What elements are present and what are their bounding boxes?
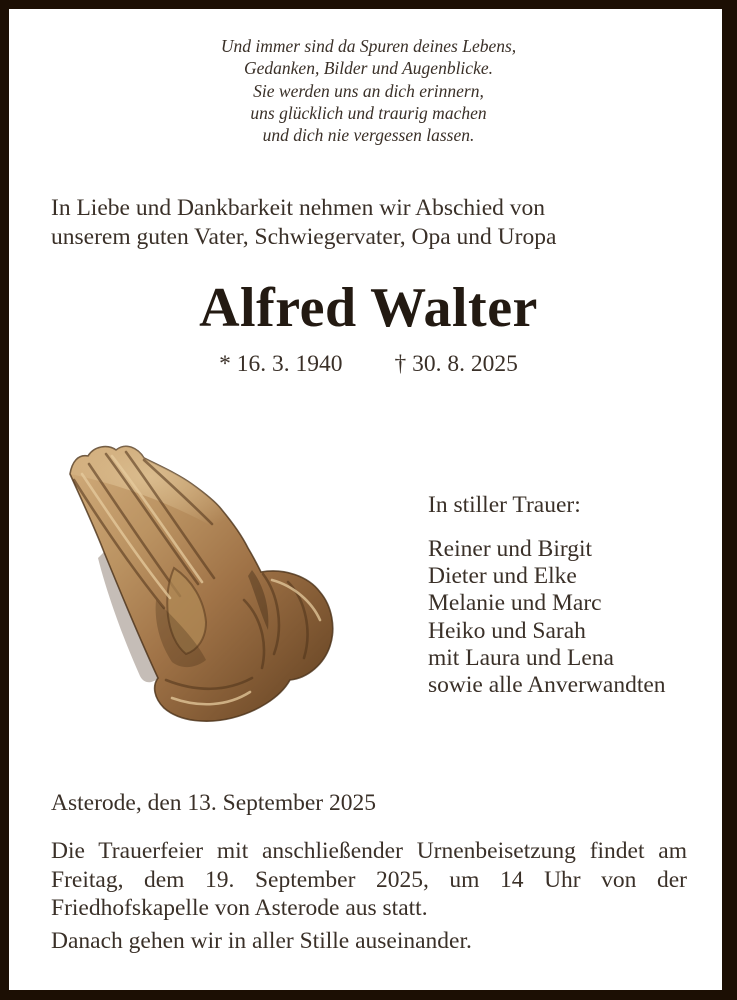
poem-line: Gedanken, Bilder und Augenblicke. [244,58,493,79]
deceased-name: Alfred Walter [199,277,538,339]
praying-hands-image [56,440,346,730]
memorial-poem [0,35,737,146]
intro-text [51,194,556,251]
mourner-line: mit Laura und Lena [428,644,614,671]
closing-line: Danach gehen wir in aller Stille auseinander. [51,928,472,954]
ceremony-details: Die Trauerfeier mit anschließender Urnenbeisetzung findet am Freitag, dem 19. September 2025, um 14 Uhr von der Friedhofskapelle von Asterode aus statt. [51,838,687,922]
praying-hands-icon [56,440,346,730]
death-date: † 30. 8. 2025 [394,351,518,377]
mourner-line: Heiko und Sarah [428,617,586,644]
dateline: Asterode, den 13. September 2025 [51,790,377,816]
birth-date: * 16. 3. 1940 [219,351,343,377]
poem-line: und dich nie vergessen lassen. [262,125,475,146]
intro-line: In Liebe und Dankbarkeit nehmen wir Abschied von [51,195,546,221]
mourner-line: Reiner und Birgit [428,536,593,562]
mourner-line: sowie alle Anverwandten [428,672,666,699]
mourners-heading: In stiller Trauer: [428,492,581,518]
intro-line: unserem guten Vater, Schwiegervater, Opa und Uropa [51,223,557,250]
life-dates [0,351,737,378]
mourner-line: Melanie und Marc [428,590,602,617]
mourner-line: Dieter und Elke [428,563,577,590]
poem-line: Und immer sind da Spuren deines Lebens, [220,36,517,56]
poem-line: Sie werden uns an dich erinnern, [253,80,484,101]
poem-line: uns glücklich und traurig machen [250,102,487,123]
mourning-section [428,492,666,699]
